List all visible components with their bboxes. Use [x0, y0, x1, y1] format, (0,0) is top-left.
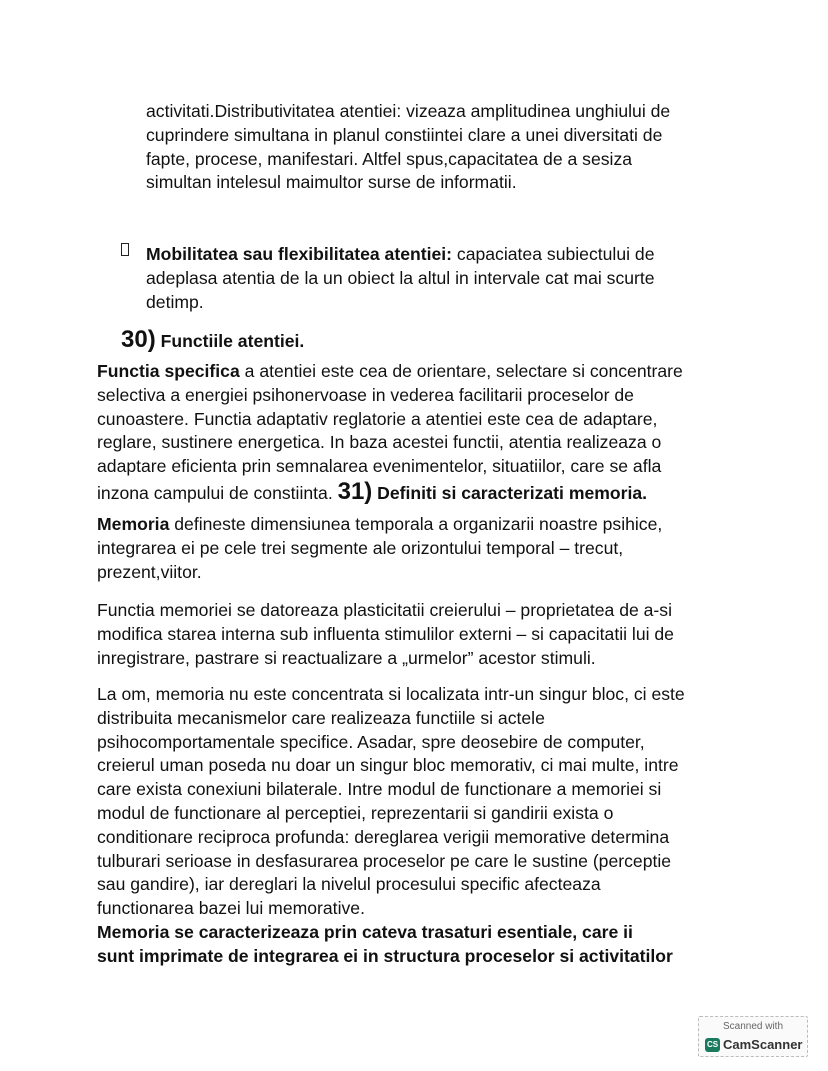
- heading-title: Functiile atentiei.: [160, 331, 305, 351]
- paragraph-functiile-line: [97, 384, 634, 406]
- text: adeplasa atentia de la un obiect la altul in intervale cat mai scurte: [146, 267, 655, 288]
- paragraph-la-om-line: [97, 802, 613, 824]
- text: inregistrare, pastrare si reactualizare a „urmelor” acestor stimuli.: [97, 647, 596, 668]
- text: activitati.Distributivitatea atentiei: vizeaza amplitudinea unghiului de: [146, 101, 671, 121]
- paragraph-memoria-def-line: [97, 513, 662, 535]
- paragraph-mobilitate-line: [146, 243, 654, 265]
- text: functionarea bazei lui memorative.: [97, 898, 365, 919]
- watermark-caption: Scanned with: [722, 1021, 784, 1032]
- paragraph-la-om-line: [97, 850, 671, 872]
- text: distribuita mecanismelor care realizeaza functiile si actele: [97, 707, 545, 728]
- text: cuprindere simultana in planul constiintei clare a unei diversitati de: [146, 124, 663, 145]
- bold-text: sunt imprimate de integrarea ei in structura proceselor si activitatilor: [97, 945, 673, 966]
- paragraph-la-om-line: [97, 683, 685, 705]
- text: selectiva a energiei psihonervoase in vederea facilitarii proceselor de: [97, 384, 634, 405]
- paragraph-distributivitate-line: [146, 171, 517, 193]
- text: sau gandire), iar dereglari la nivelul procesului specific afecteaza: [97, 874, 601, 895]
- text: fapte, procese, manifestari. Altfel spus,capacitatea de a sesiza: [146, 148, 633, 169]
- paragraph-la-om-line: [97, 897, 365, 919]
- paragraph-la-om-line: [97, 945, 673, 967]
- text: modul de functionare al perceptiei, reprezentarii si gandirii exista o: [97, 803, 614, 823]
- text: Functia memoriei se datoreaza plasticitatii creierului – proprietatea de a-si: [97, 600, 673, 620]
- text: modifica starea interna sub influenta stimulilor externi – si capacitatii lui de: [97, 623, 674, 644]
- paragraph-distributivitate-line: [146, 124, 662, 146]
- heading-number: 30): [121, 326, 156, 353]
- text: care exista conexiuni bilaterale. Intre modul de functionare a memoriei si: [97, 779, 662, 800]
- paragraph-la-om-line: [97, 778, 661, 800]
- camscanner-watermark: [698, 1016, 808, 1057]
- paragraph-functia-memoriei-line: [97, 647, 596, 669]
- text: prezent,viitor.: [97, 561, 202, 582]
- paragraph-mobilitate-line: [146, 267, 655, 289]
- text: a atentiei este cea de orientare, selectare si concentrare: [239, 361, 683, 381]
- bold-text: Memoria se caracterizeaza prin cateva trasaturi esentiale, care ii: [97, 922, 633, 942]
- paragraph-functiile-line: [97, 431, 661, 453]
- text: creierul uman poseda nu doar un singur bloc memorativ, ci mai multe, intre: [97, 755, 679, 776]
- paragraph-la-om-line: [97, 873, 601, 895]
- paragraph-functiile-line: [97, 408, 657, 430]
- paragraph-mobilitate-line: [146, 291, 204, 313]
- camscanner-logo-icon: CS: [705, 1038, 720, 1052]
- text: psihocomportamentale specifice. Asadar, spre deosebire de computer,: [97, 731, 645, 752]
- line-heading-31: [97, 478, 648, 505]
- text: tulburari serioase in desfasurarea proceselor pe care le sustine (perceptie: [97, 850, 672, 871]
- paragraph-la-om-line: [97, 731, 645, 753]
- paragraph-la-om-line: [97, 754, 679, 776]
- paragraph-memoria-def-line: [97, 561, 202, 583]
- text: detimp.: [146, 291, 204, 312]
- text: defineste dimensiunea temporala a organizarii noastre psihice,: [169, 514, 663, 534]
- text: reglare, sustinere energetica. In baza acestei functii, atentia realizeaza o: [97, 432, 662, 453]
- paragraph-la-om-line: [97, 826, 669, 848]
- text: adaptare eficienta prin semnalarea evenimentelor, situatiilor, care se afla: [97, 456, 662, 477]
- paragraph-functiile-line: [97, 360, 683, 382]
- bold-text: Memoria: [97, 514, 170, 534]
- text: integrarea ei pe cele trei segmente ale orizontului temporal – trecut,: [97, 537, 624, 558]
- paragraph-functia-memoriei-line: [97, 623, 674, 645]
- text: capaciatea subiectului de: [452, 244, 655, 264]
- bold-text: Functia specifica: [97, 361, 240, 381]
- heading-number: 31): [337, 478, 373, 505]
- paragraph-distributivitate-line: [146, 148, 632, 170]
- heading-title: Definiti si caracterizati memoria.: [377, 483, 648, 503]
- paragraph-distributivitate-line: [146, 100, 670, 122]
- text: conditionare reciproca profunda: dereglarea verigii memorative determina: [97, 826, 670, 847]
- text: simultan intelesul maimultor surse de informatii.: [146, 172, 517, 193]
- bullet-icon: [121, 243, 129, 256]
- watermark-brand: CamScanner: [723, 1037, 803, 1052]
- paragraph-memoria-def-line: [97, 537, 623, 559]
- paragraph-functiile-line: [97, 455, 661, 477]
- paragraph-la-om-line: [97, 707, 545, 729]
- text: cunoastere. Functia adaptativ reglatorie a atentiei este cea de adaptare,: [97, 408, 658, 429]
- line-text: inzona campului de constiinta.: [97, 483, 338, 503]
- heading-30: [121, 326, 305, 353]
- text: La om, memoria nu este concentrata si localizata intr-un singur bloc, ci este: [97, 684, 685, 704]
- paragraph-functia-memoriei-line: [97, 599, 672, 621]
- paragraph-la-om-line: [97, 921, 633, 943]
- bold-text: Mobilitatea sau flexibilitatea atentiei:: [146, 244, 453, 264]
